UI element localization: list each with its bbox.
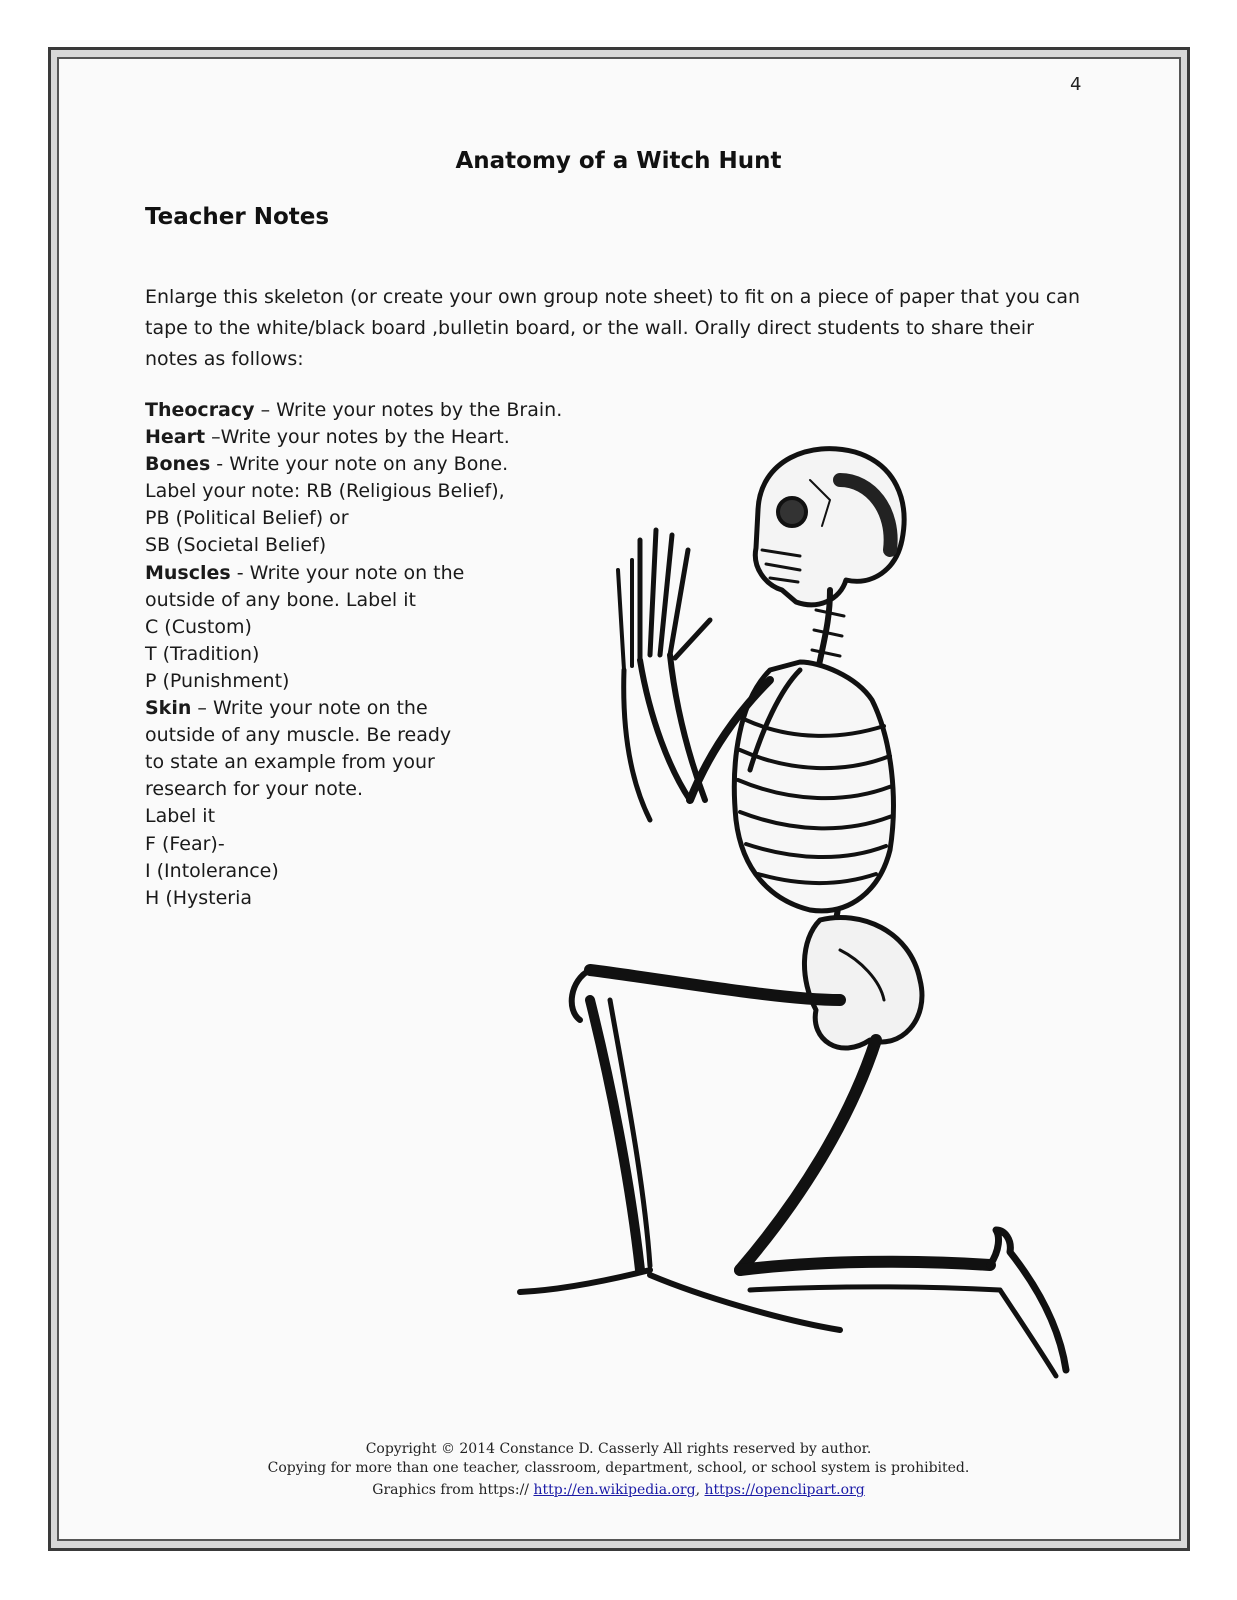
note-line: research for your note. <box>145 778 364 801</box>
note-line: C (Custom) <box>145 615 252 638</box>
section-heading: Teacher Notes <box>145 204 330 230</box>
intro-paragraph: Enlarge this skeleton (or create your own group note sheet) to fit on a piece of paper that you can tape to the white/black board ,bulletin board, or the wall. Orally direct students to share their notes as follows: <box>145 286 1081 370</box>
footer-copyright: Copyright © 2014 Constance D. Casserly All rights reserved by author. <box>365 1441 872 1457</box>
note-text: - Write your note on any Bone. <box>210 453 509 476</box>
kneeling-skeleton-illustration <box>500 440 1100 1420</box>
note-theocracy <box>145 397 565 424</box>
term-skin: Skin <box>145 697 192 720</box>
note-text: - Write your note on the <box>230 561 465 584</box>
term-heart: Heart <box>145 426 206 449</box>
note-line: outside of any muscle. Be ready <box>145 724 452 747</box>
note-line: P (Punishment) <box>145 669 290 692</box>
footer-copying-notice: Copying for more than one teacher, classroom, department, school, or school system is prohibited. <box>267 1460 970 1476</box>
term-bones: Bones <box>145 453 211 476</box>
note-text: –Write your notes by the Heart. <box>205 426 510 449</box>
note-line: Label your note: RB (Religious Belief), <box>145 480 505 503</box>
note-text: – Write your notes by the Brain. <box>254 399 563 421</box>
note-line: outside of any bone. Label it <box>145 588 416 611</box>
note-line: H (Hysteria <box>145 886 253 909</box>
note-line: PB (Political Belief) or <box>145 507 349 530</box>
link-separator: , <box>695 1482 705 1498</box>
term-theocracy: Theocracy <box>145 399 255 421</box>
openclipart-link[interactable]: https://openclipart.org <box>704 1482 865 1498</box>
note-line: to state an example from your <box>145 751 435 774</box>
page-number: 4 <box>1070 74 1082 95</box>
note-line: F (Fear)- <box>145 832 225 855</box>
note-line: Label it <box>145 805 216 828</box>
note-line: I (Intolerance) <box>145 859 279 882</box>
term-muscles: Muscles <box>145 561 231 584</box>
graphics-prefix: Graphics from https:// <box>372 1482 534 1498</box>
note-line: T (Tradition) <box>145 642 260 665</box>
note-line: SB (Societal Belief) <box>145 534 327 557</box>
note-text: – Write your note on the <box>191 697 428 720</box>
document-title: Anatomy of a Witch Hunt <box>455 148 782 174</box>
footer-graphics-credit <box>0 1482 1237 1498</box>
wikipedia-link[interactable]: http://en.wikipedia.org <box>533 1482 696 1498</box>
